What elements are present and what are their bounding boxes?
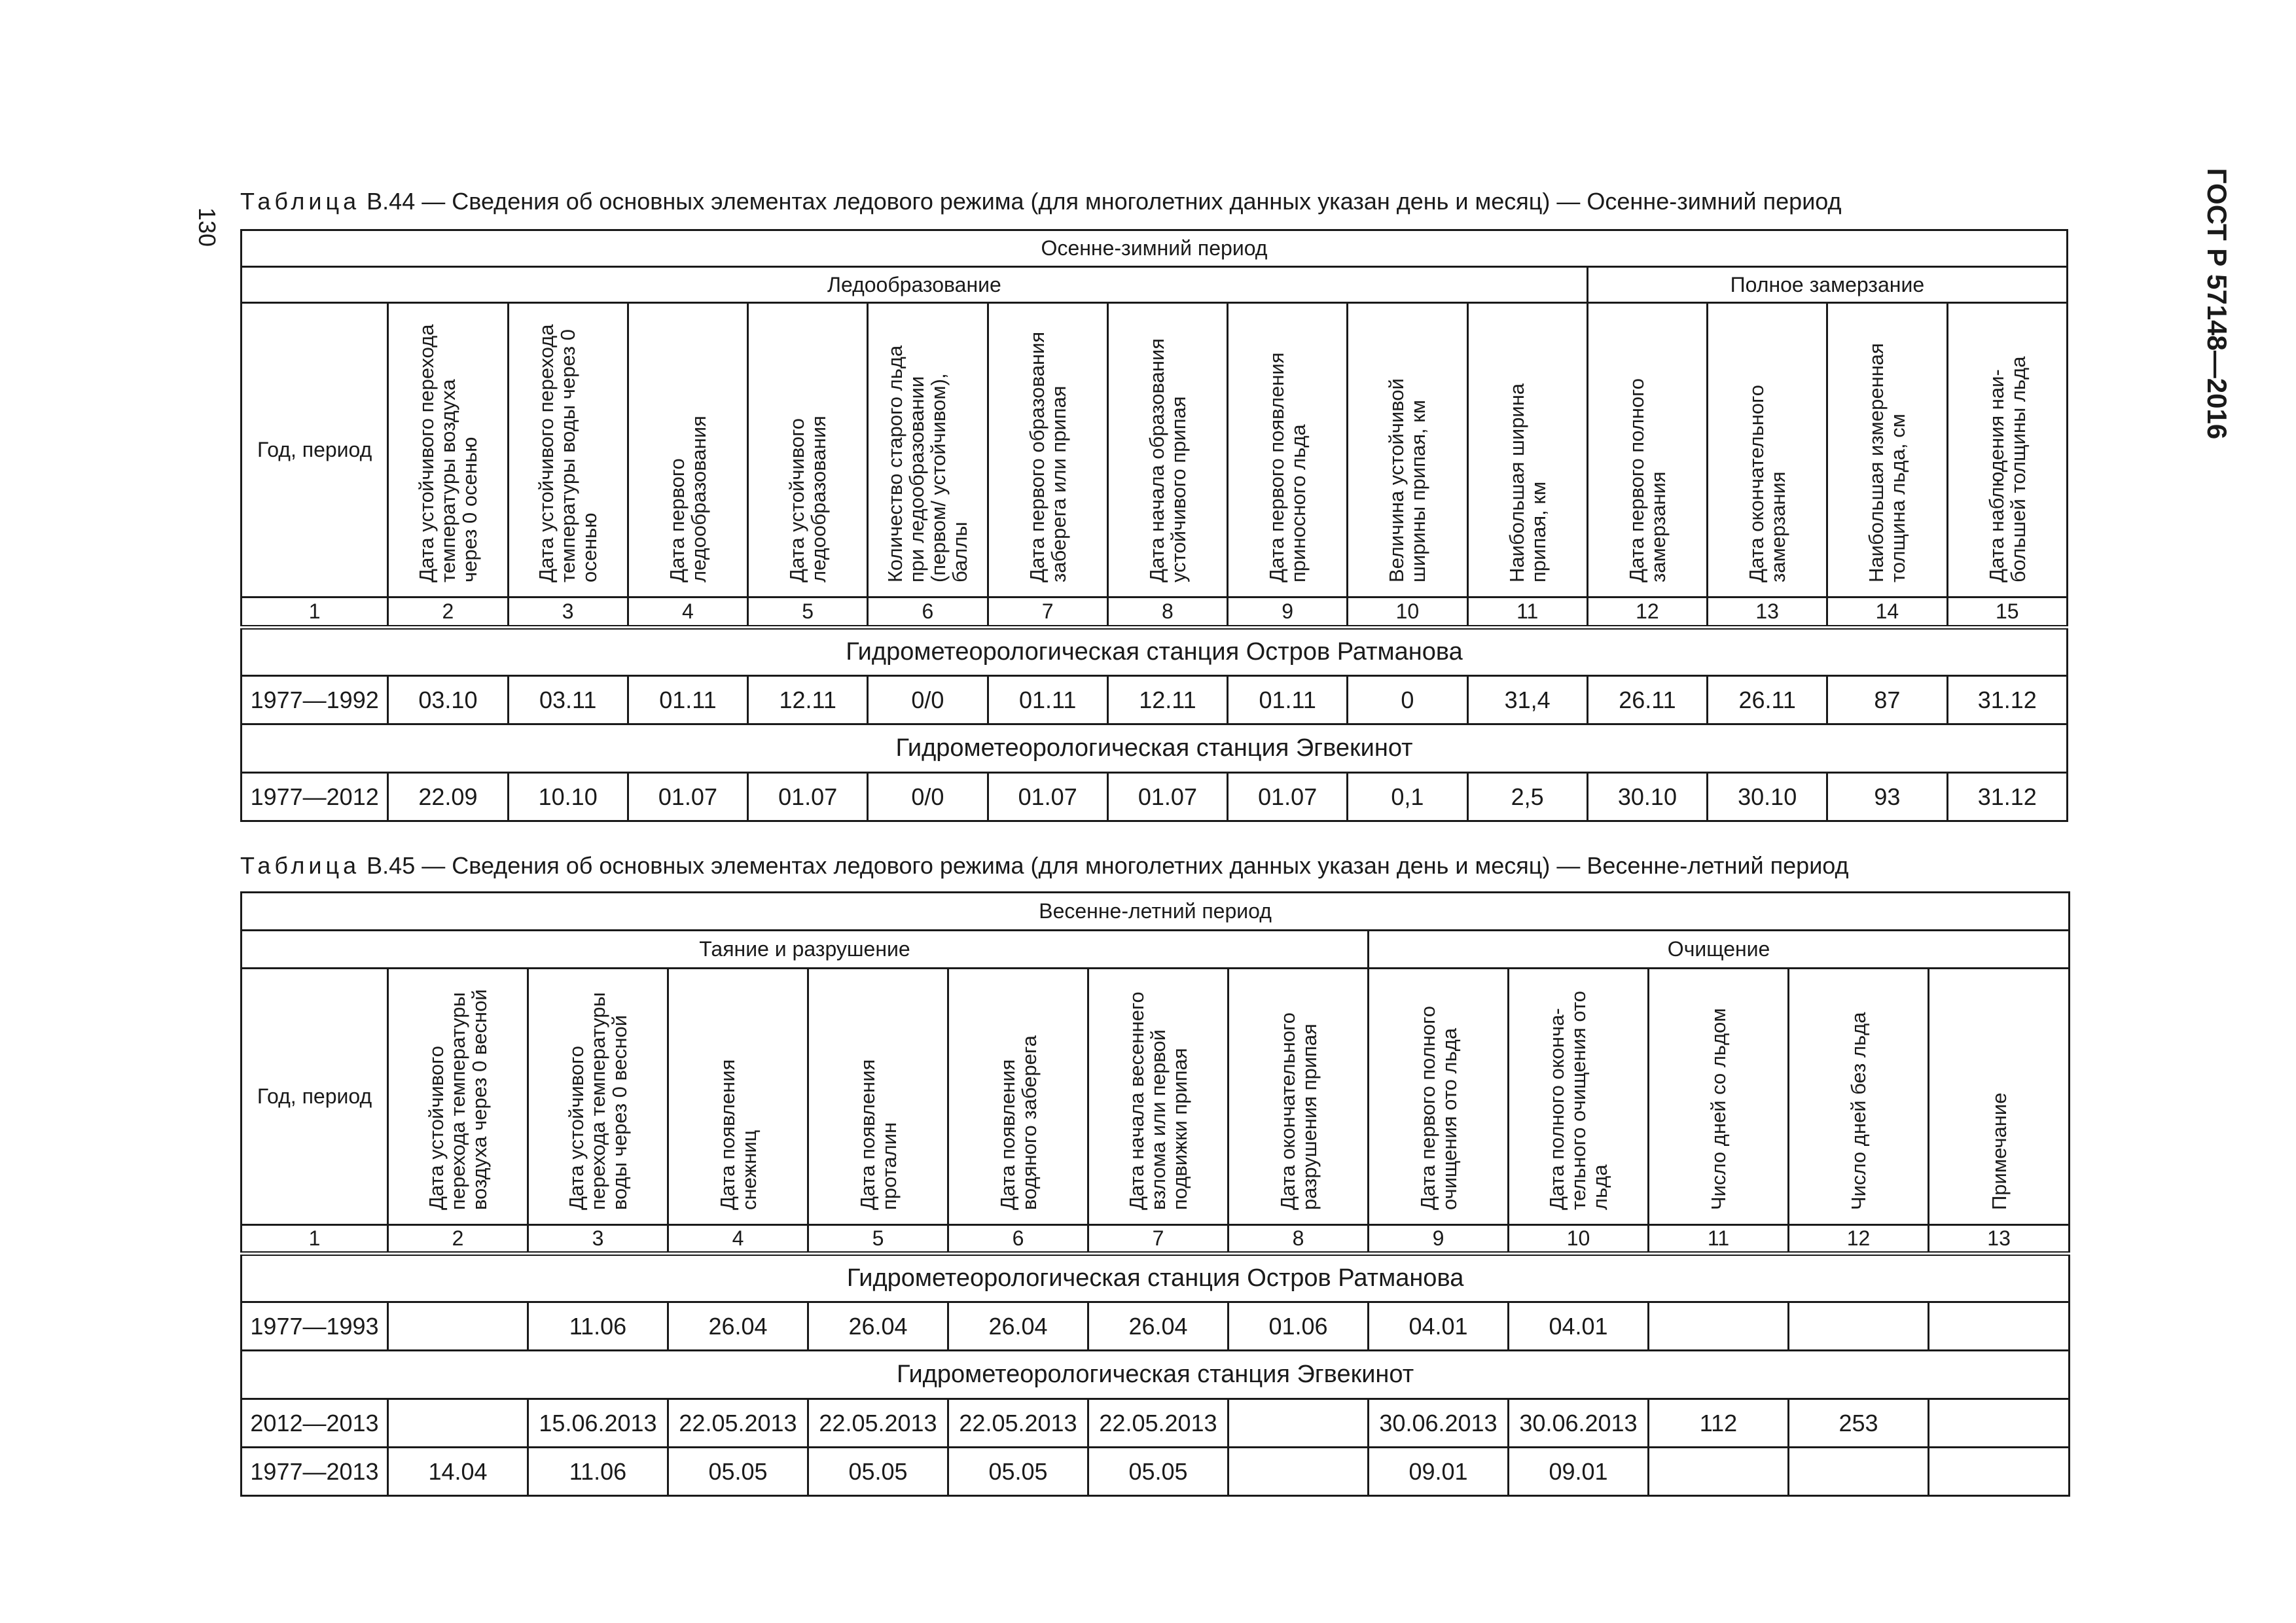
table1-cell: 22.09 (388, 773, 508, 821)
table1-header-10: Величина устойчивой ширины припая, км (1348, 303, 1467, 597)
table2-colnum: 5 (808, 1225, 948, 1254)
table2-row (242, 1302, 2070, 1351)
table2-header-9: Дата первого полного очищения ото льда (1369, 969, 1509, 1225)
table1-colnum: 7 (988, 597, 1107, 628)
table1-header-9: Дата первого появления приносного льда (1228, 303, 1348, 597)
table1-header-2: Дата устойчивого перехода температуры воздуха через 0 осенью (388, 303, 508, 597)
table2-cell: 1977—2013 (242, 1448, 388, 1496)
table2-colnum: 1 (242, 1225, 388, 1254)
table2-group-melting: Таяние и разрушение (242, 931, 1369, 969)
table2-header-4: Дата появления снежниц (668, 969, 808, 1225)
table2-cell (1649, 1448, 1789, 1496)
table1-cell: 2,5 (1467, 773, 1587, 821)
table1-cell: 87 (1827, 676, 1947, 724)
table2-cell: 26.04 (1088, 1302, 1229, 1351)
table2-cell: 09.01 (1369, 1448, 1509, 1496)
table2-cell: 15.06.2013 (528, 1399, 668, 1448)
table2-ice-spring-summer (240, 891, 2070, 1497)
table1-cell: 01.11 (628, 676, 747, 724)
table2-header-12: Число дней без льда (1789, 969, 1929, 1225)
table1-cell: 30.10 (1708, 773, 1827, 821)
table2-cell: 22.05.2013 (948, 1399, 1088, 1448)
table1-cell: 10.10 (508, 773, 628, 821)
table1-colnum: 8 (1107, 597, 1227, 628)
table2-cell: 14.04 (388, 1448, 528, 1496)
table1-colnum: 2 (388, 597, 508, 628)
table2-cell: 2012—2013 (242, 1399, 388, 1448)
table1-cell: 26.11 (1587, 676, 1707, 724)
table1-header-13: Дата окончательного замерзания (1708, 303, 1827, 597)
table1-colnum: 4 (628, 597, 747, 628)
table2-cell: 1977—1993 (242, 1302, 388, 1351)
table1-header-8: Дата начала образования устойчивого припая (1107, 303, 1227, 597)
page-number: 130 (194, 207, 221, 247)
table2-cell (1929, 1448, 2070, 1496)
table1-cell: 0 (1348, 676, 1467, 724)
table1-colnum: 15 (1947, 597, 2067, 628)
table2-cell (1229, 1448, 1369, 1496)
table2-colnum: 9 (1369, 1225, 1509, 1254)
table1-header-4: Дата первого ледообразования (628, 303, 747, 597)
table1-cell: 01.07 (1228, 773, 1348, 821)
table1-colnum: 11 (1467, 597, 1587, 628)
table1-colnum: 1 (242, 597, 388, 628)
table1-row (242, 773, 2068, 821)
table2-cell: 09.01 (1509, 1448, 1649, 1496)
table1-cell: 31,4 (1467, 676, 1587, 724)
document-code: ГОСТ Р 57148—2016 (2202, 168, 2233, 440)
table2-cell (1789, 1448, 1929, 1496)
table2-cell (1929, 1302, 2070, 1351)
table2-caption-word: Таблица (240, 852, 361, 879)
table2-colnum: 7 (1088, 1225, 1229, 1254)
table1-station-ratmanov: Гидрометеорологическая станция Остров Ратманова (242, 628, 2068, 676)
table1-cell: 01.07 (988, 773, 1107, 821)
table2-header-13: Примечание (1929, 969, 2070, 1225)
table1-group-full-freeze: Полное замерзание (1587, 267, 2067, 303)
table2-colnum: 2 (388, 1225, 528, 1254)
table2-header-11: Число дней со льдом (1649, 969, 1789, 1225)
table1-period-header: Осенне-зимний период (242, 230, 2068, 267)
table1-row (242, 676, 2068, 724)
table2-group-clearing: Очищение (1369, 931, 2070, 969)
table2-cell: 253 (1789, 1399, 1929, 1448)
table1-ice-autumn-winter (240, 229, 2068, 822)
table2-cell: 26.04 (668, 1302, 808, 1351)
table2-column-headers (242, 969, 2070, 1225)
table1-cell: 31.12 (1947, 676, 2067, 724)
table2-cell: 26.04 (948, 1302, 1088, 1351)
table1-header-6: Количество старого льда при ледообразовании (первом/ устойчивом), баллы (868, 303, 988, 597)
table1-cell: 0/0 (868, 773, 988, 821)
table1-colnum: 13 (1708, 597, 1827, 628)
table2-cell: 30.06.2013 (1369, 1399, 1509, 1448)
table1-header-7: Дата первого образования заберега или припая (988, 303, 1107, 597)
table2-colnum: 12 (1789, 1225, 1929, 1254)
table2-cell: 05.05 (808, 1448, 948, 1496)
table1-colnum: 3 (508, 597, 628, 628)
table2-colnum: 8 (1229, 1225, 1369, 1254)
table1-cell: 31.12 (1947, 773, 2067, 821)
table2-station-egvekinot: Гидрометеорологическая станция Эгвекинот (242, 1351, 2070, 1399)
table2-header-7: Дата начала весеннего взлома или первой подвижки припая (1088, 969, 1229, 1225)
table2-header-6: Дата появления водяного заберега (948, 969, 1088, 1225)
table1-cell: 0/0 (868, 676, 988, 724)
table1-header-11: Наибольшая ширина припая, км (1467, 303, 1587, 597)
table1-cell: 01.07 (1107, 773, 1227, 821)
table1-header-12: Дата первого полного замерзания (1587, 303, 1707, 597)
table1-cell: 03.11 (508, 676, 628, 724)
table1-caption-text: В.44 — Сведения об основных элементах ледового режима (для многолетних данных указан день и месяц) — Осенне-зимний период (367, 188, 1842, 215)
table2-header-10: Дата полного оконча- тельного очищения ото льда (1509, 969, 1649, 1225)
table1-colnum: 5 (748, 597, 868, 628)
table2-cell: 01.06 (1229, 1302, 1369, 1351)
table1-header-1: Год, период (242, 303, 388, 597)
table2-colnum: 13 (1929, 1225, 2070, 1254)
table2-cell: 112 (1649, 1399, 1789, 1448)
table1-cell: 12.11 (1107, 676, 1227, 724)
table1-cell: 12.11 (748, 676, 868, 724)
table2-cell: 22.05.2013 (1088, 1399, 1229, 1448)
table2-cell (1649, 1302, 1789, 1351)
table2-period-header: Весенне-летний период (242, 893, 2070, 931)
table1-column-headers (242, 303, 2068, 597)
table1-colnum: 6 (868, 597, 988, 628)
table2-cell: 11.06 (528, 1448, 668, 1496)
table1-cell: 1977—1992 (242, 676, 388, 724)
table2-row (242, 1399, 2070, 1448)
table2-column-numbers (242, 1225, 2070, 1254)
table2-cell: 04.01 (1509, 1302, 1649, 1351)
table2-colnum: 3 (528, 1225, 668, 1254)
table1-cell: 01.11 (1228, 676, 1348, 724)
table1-header-14: Наибольшая измеренная толщина льда, см (1827, 303, 1947, 597)
table2-header-3: Дата устойчивого перехода температуры воды через 0 весной (528, 969, 668, 1225)
table1-header-3: Дата устойчивого перехода температуры воды через 0 осенью (508, 303, 628, 597)
table1-cell: 93 (1827, 773, 1947, 821)
table2-colnum: 4 (668, 1225, 808, 1254)
table2-colnum: 10 (1509, 1225, 1649, 1254)
table2-cell (1929, 1399, 2070, 1448)
table1-colnum: 14 (1827, 597, 1947, 628)
table2-cell (388, 1399, 528, 1448)
table2-caption (240, 852, 1849, 880)
table2-header-2: Дата устойчивого перехода температуры воздуха через 0 весной (388, 969, 528, 1225)
table2-cell: 22.05.2013 (668, 1399, 808, 1448)
table2-cell: 05.05 (1088, 1448, 1229, 1496)
table2-cell: 04.01 (1369, 1302, 1509, 1351)
table1-colnum: 12 (1587, 597, 1707, 628)
table2-cell: 11.06 (528, 1302, 668, 1351)
table1-header-15: Дата наблюдения наи- большей толщины льда (1947, 303, 2067, 597)
table2-cell (1789, 1302, 1929, 1351)
table1-column-numbers (242, 597, 2068, 628)
table2-cell: 30.06.2013 (1509, 1399, 1649, 1448)
table1-cell: 1977—2012 (242, 773, 388, 821)
table1-cell: 30.10 (1587, 773, 1707, 821)
table1-colnum: 10 (1348, 597, 1467, 628)
table1-group-ice-formation: Ледообразование (242, 267, 1588, 303)
table2-header-1: Год, период (242, 969, 388, 1225)
table1-colnum: 9 (1228, 597, 1348, 628)
table1-header-5: Дата устойчивого ледообразования (748, 303, 868, 597)
table1-caption-word: Таблица (240, 188, 361, 215)
table2-row (242, 1448, 2070, 1496)
table2-station-ratmanov: Гидрометеорологическая станция Остров Ратманова (242, 1254, 2070, 1302)
table1-caption (240, 188, 1842, 215)
table1-cell: 01.07 (628, 773, 747, 821)
table2-caption-text: В.45 — Сведения об основных элементах ледового режима (для многолетних данных указан день и месяц) — Весенне-летний период (367, 852, 1849, 879)
table2-header-5: Дата появления проталин (808, 969, 948, 1225)
table2-cell (388, 1302, 528, 1351)
table1-cell: 03.10 (388, 676, 508, 724)
table2-colnum: 6 (948, 1225, 1088, 1254)
table2-header-8: Дата окончательного разрушения припая (1229, 969, 1369, 1225)
table2-colnum: 11 (1649, 1225, 1789, 1254)
table2-cell: 22.05.2013 (808, 1399, 948, 1448)
table2-cell: 05.05 (948, 1448, 1088, 1496)
table1-station-egvekinot: Гидрометеорологическая станция Эгвекинот (242, 724, 2068, 773)
table2-cell (1229, 1399, 1369, 1448)
table2-cell: 26.04 (808, 1302, 948, 1351)
table1-cell: 26.11 (1708, 676, 1827, 724)
table2-cell: 05.05 (668, 1448, 808, 1496)
table1-cell: 01.11 (988, 676, 1107, 724)
table1-cell: 0,1 (1348, 773, 1467, 821)
table1-cell: 01.07 (748, 773, 868, 821)
